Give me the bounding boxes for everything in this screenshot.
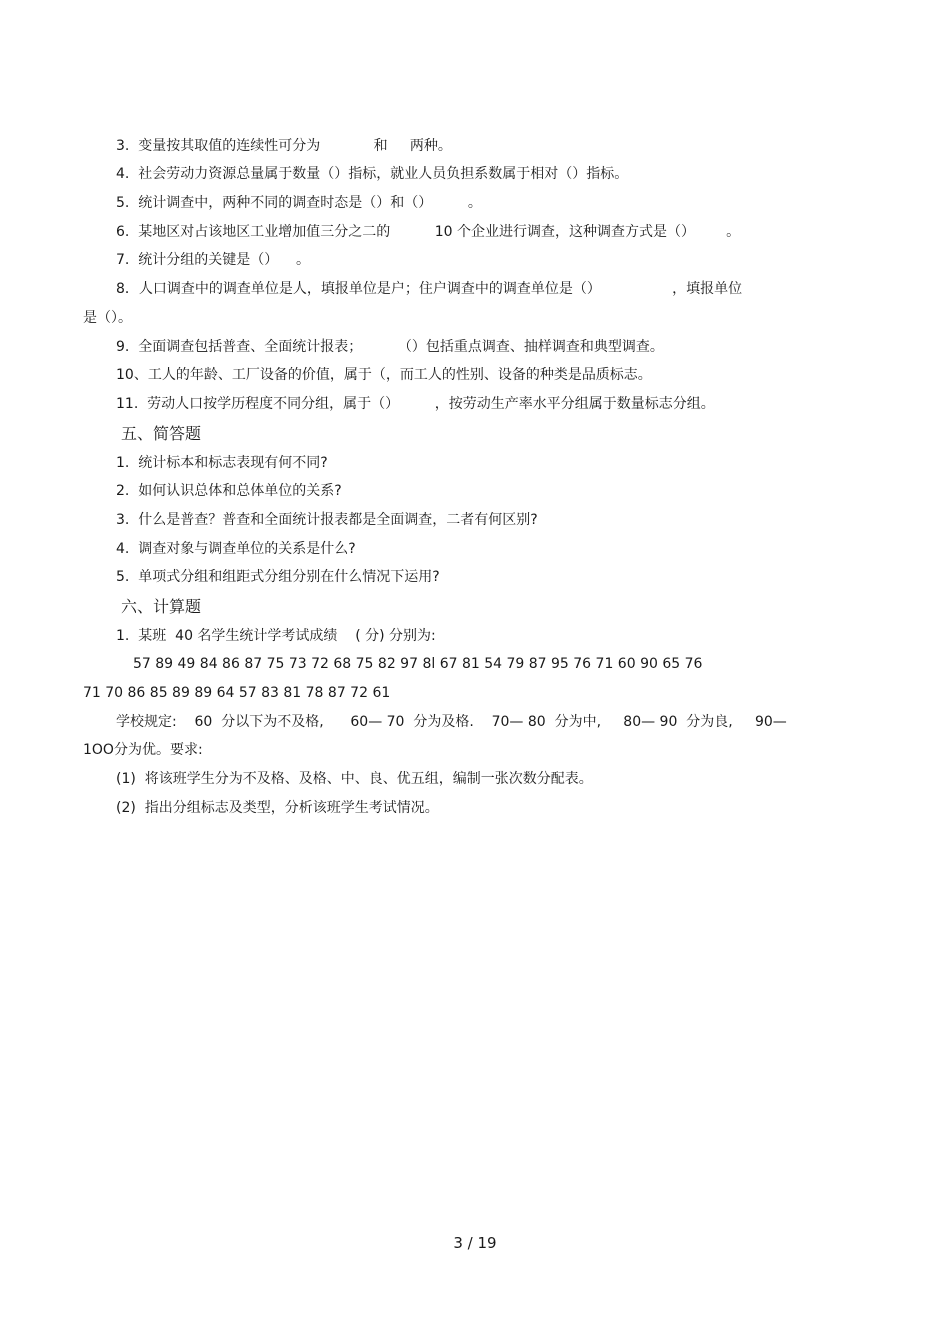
requirement-2: (2) 指出分组标志及类型，分析该班学生考试情况。 (116, 800, 439, 816)
fill-in-question-5: 5. 统计调查中，两种不同的调查时态是（）和（） 。 (116, 195, 482, 211)
section-6-heading: 六、计算题 (121, 597, 202, 616)
fill-in-question-4: 4. 社会劳动力资源总量属于数量（）指标，就业人员负担系数属于相对（）指标。 (116, 166, 629, 182)
short-answer-3: 3. 什么是普查？普查和全面统计报表都是全面调查，二者有何区别? (116, 512, 538, 528)
page-number: 3 / 19 (453, 1234, 497, 1252)
short-answer-1: 1. 统计标本和标志表现有何不同? (116, 455, 328, 471)
fill-in-question-9: 9. 全面调查包括普查、全面统计报表； （）包括重点调查、抽样调查和典型调查。 (116, 339, 664, 355)
fill-in-question-7: 7. 统计分组的关键是（） 。 (116, 252, 311, 268)
fill-in-question-8-line2: 是（）。 (83, 310, 132, 326)
fill-in-question-10: 10、工人的年龄、工厂设备的价值，属于（，而工人的性别、设备的种类是品质标志。 (116, 367, 652, 383)
fill-in-question-3: 3. 变量按其取值的连续性可分为 和 两种。 (116, 138, 452, 154)
fill-in-question-8-line1: 8．人口调查中的调查单位是人，填报单位是户；住户调查中的调查单位是（） ，填报单位 (116, 281, 743, 297)
grading-rule-line-1: 学校规定: 60 分以下为不及格, 60— 70 分为及格. 70— 80 分为中, 80— 90 分为良, 90— (116, 714, 787, 730)
fill-in-question-11: 11. 劳动人口按学历程度不同分组，属于（） ，按劳动生产率水平分组属于数量标志分组。 (116, 396, 715, 412)
short-answer-4: 4. 调查对象与调查单位的关系是什么? (116, 541, 356, 557)
requirement-1: (1) 将该班学生分为不及格、及格、中、良、优五组，编制一张次数分配表。 (116, 771, 593, 787)
section-5-heading: 五、简答题 (121, 424, 202, 443)
fill-in-question-6: 6. 某地区对占该地区工业增加值三分之二的 10 个企业进行调查，这种调查方式是（） 。 (116, 224, 741, 240)
short-answer-2: 2. 如何认识总体和总体单位的关系? (116, 483, 342, 499)
short-answer-5: 5. 单项式分组和组距式分组分别在什么情况下运用? (116, 569, 440, 585)
scores-line-1: 57 89 49 84 86 87 75 73 72 68 75 82 97 8l 67 81 54 79 87 95 76 71 60 90 65 76 (133, 656, 703, 672)
grading-rule-line-2: 1OO分为优。要求: (83, 742, 203, 758)
scores-line-2: 71 70 86 85 89 89 64 57 83 81 78 87 72 61 (83, 685, 391, 701)
calc-question-1-intro: 1. 某班 40 名学生统计学考试成绩 ( 分) 分别为: (116, 628, 436, 644)
